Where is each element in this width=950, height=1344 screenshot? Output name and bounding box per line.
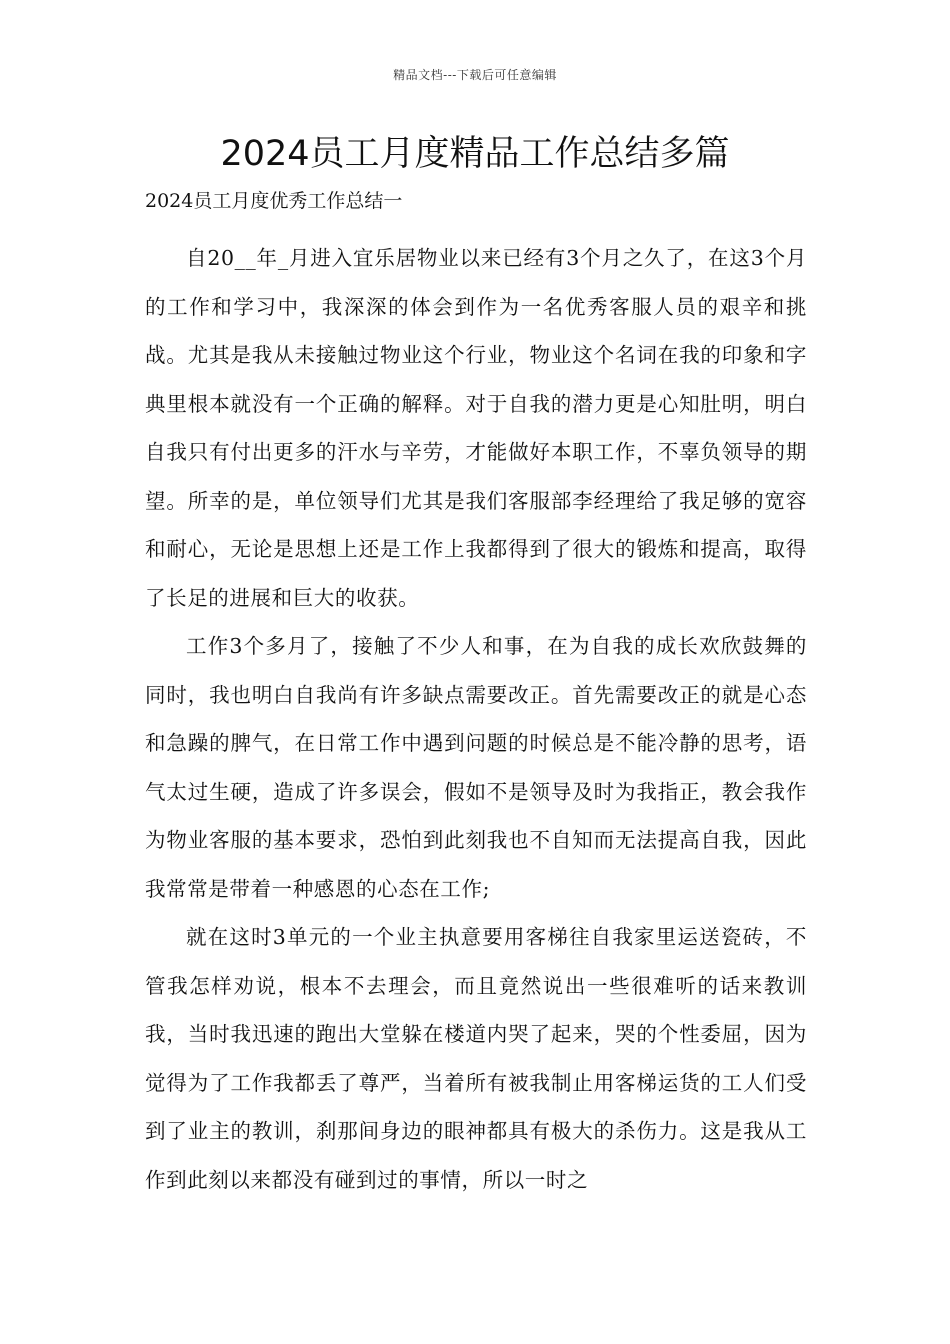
section-title: 2024员工月度优秀工作总结一 — [145, 190, 403, 212]
document-title: 2024员工月度精品工作总结多篇 — [220, 134, 730, 174]
paragraph-1: 自20__年_月进入宜乐居物业以来已经有3个月之久了，在这3个月的工作和学习中，我深深的体会到作为一名优秀客服人员的艰辛和挑战。尤其是我从未接触过物业这个行业，物业这个名词在我的印象和字典里根本就没有一个正确的解释。对于自我的潜力更是心知肚明，明白自我只有付出更多的汗水与辛劳，才能做好本职工作，不辜负领导的期望。所幸的是，单位领导们尤其是我们客服部李经理给了我足够的宽容和耐心，无论是思想上还是工作上我都得到了很大的锻炼和提高，取得了长足的进展和巨大的收获。 — [145, 246, 807, 610]
body-text — [145, 234, 807, 1204]
paragraph-2: 工作3个多月了，接触了不少人和事，在为自我的成长欢欣鼓舞的同时，我也明白自我尚有许多缺点需要改正。首先需要改正的就是心态和急躁的脾气，在日常工作中遇到问题的时候总是不能冷静的思考，语气太过生硬，造成了许多误会，假如不是领导及时为我指正，教会我作为物业客服的基本要求，恐怕到此刻我也不自知而无法提高自我，因此我常常是带着一种感恩的心态在工作; — [145, 634, 807, 901]
paragraph-3: 就在这时3单元的一个业主执意要用客梯往自我家里运送瓷砖，不管我怎样劝说，根本不去理会，而且竟然说出一些很难听的话来教训我，当时我迅速的跑出大堂躲在楼道内哭了起来，哭的个性委屈，因为觉得为了工作我都丢了尊严，当着所有被我制止用客梯运货的工人们受到了业主的教训，刹那间身边的眼神都具有极大的杀伤力。这是我从工作到此刻以来都没有碰到过的事情，所以一时之 — [145, 925, 807, 1192]
header-note: 精品文档---下载后可任意编辑 — [393, 68, 557, 82]
